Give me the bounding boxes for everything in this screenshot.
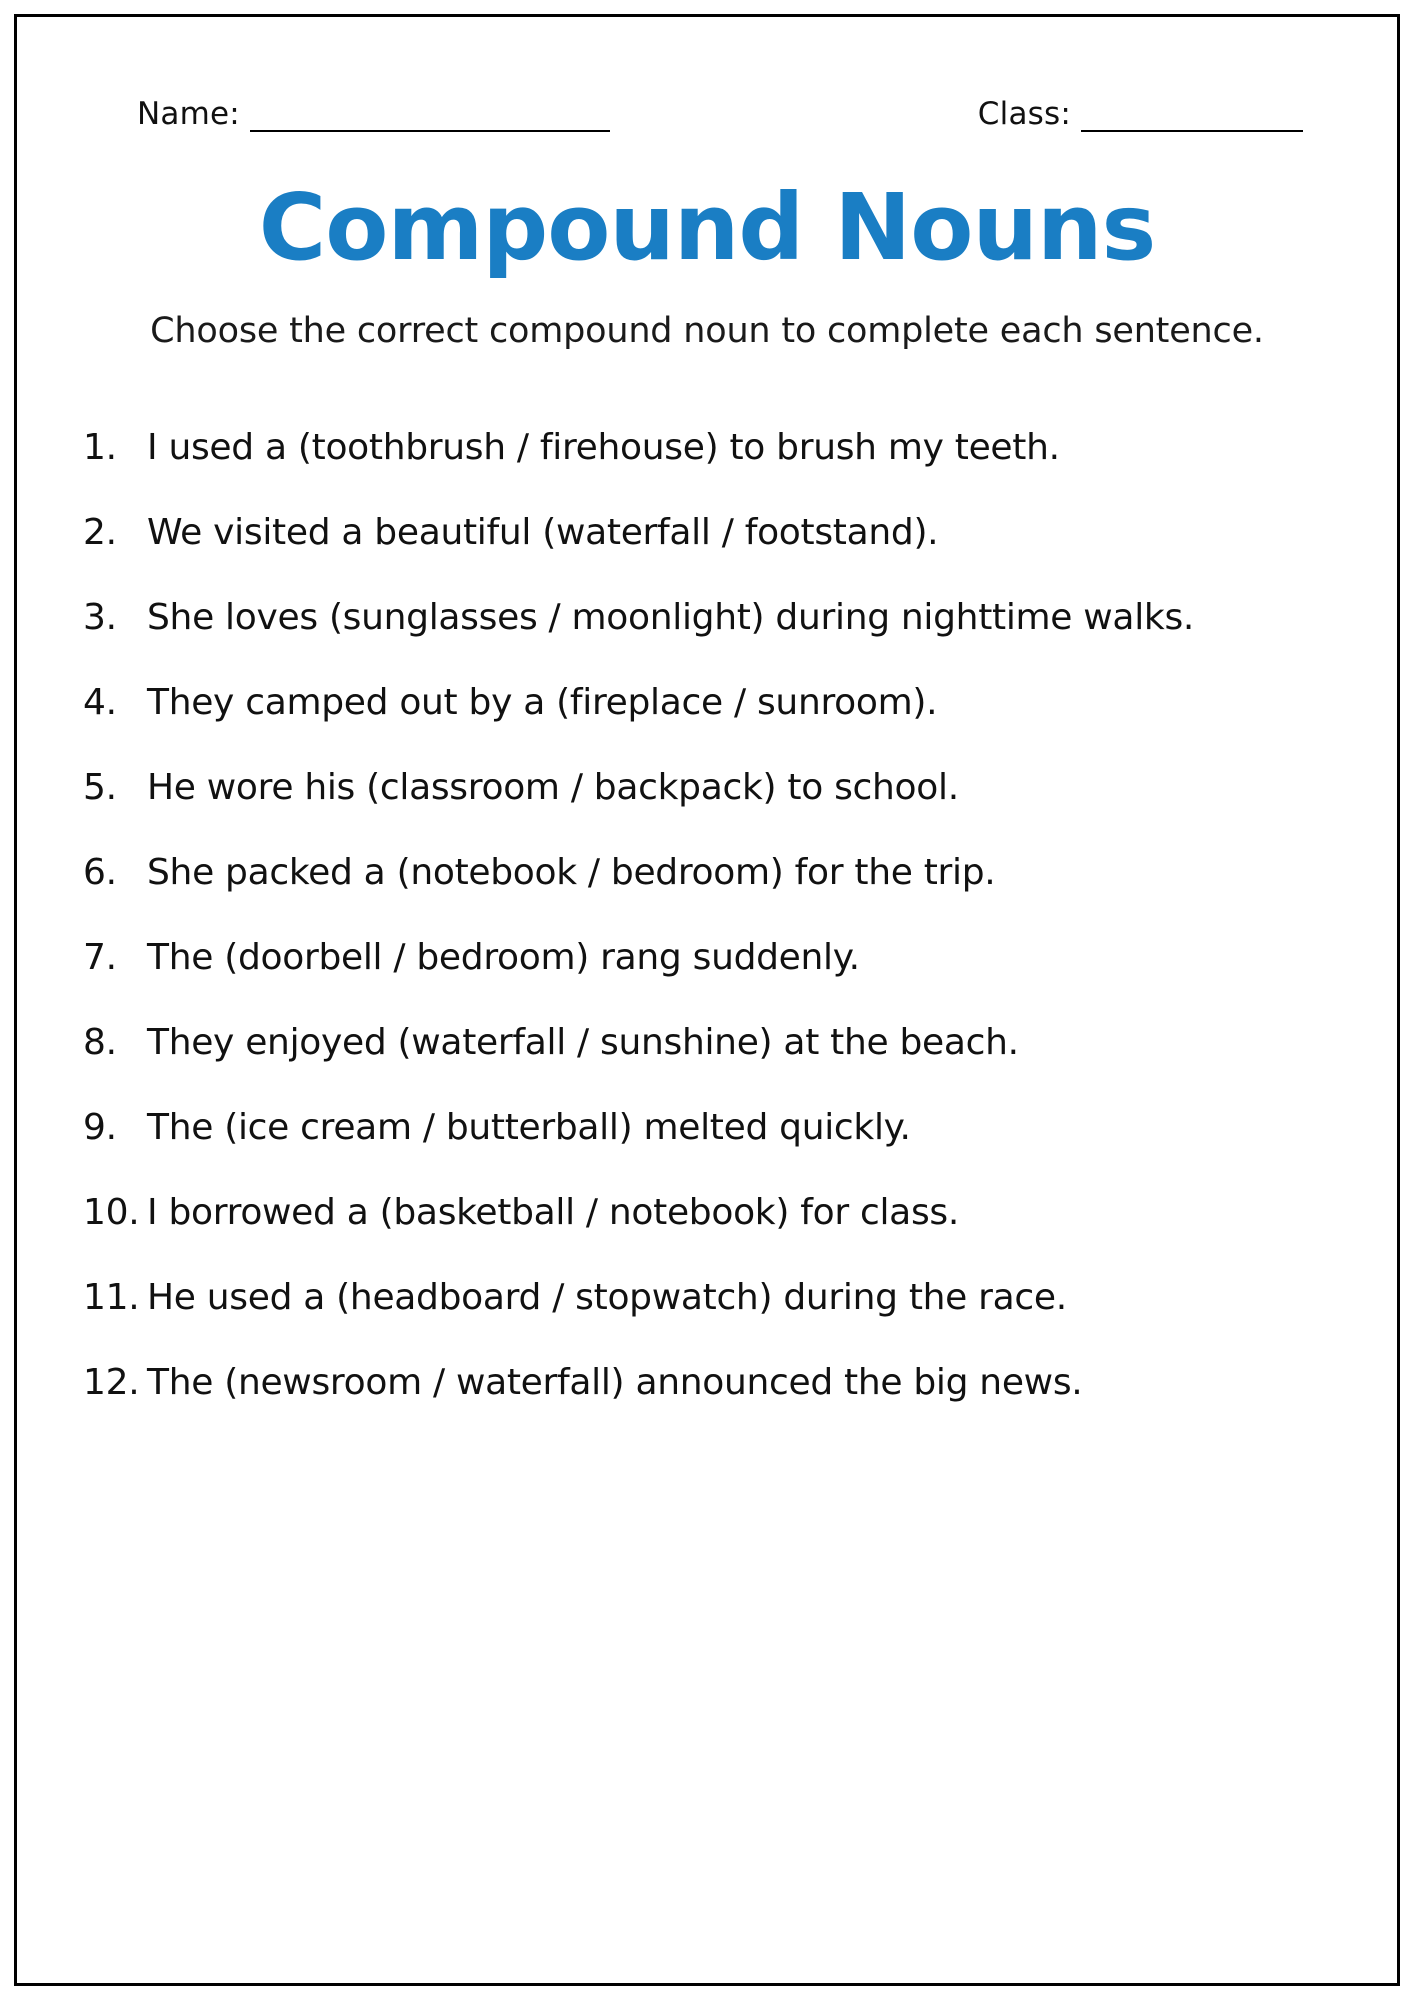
question-text: I borrowed a (basketball / notebook) for class. [147,1191,960,1233]
question-text: They camped out by a (fireplace / sunroom). [147,681,938,723]
question-list [75,425,1339,1405]
question-number: 4. [83,681,117,723]
name-field [137,96,610,132]
question-text: We visited a beautiful (waterfall / footstand). [147,511,939,553]
question-text: The (doorbell / bedroom) rang suddenly. [147,936,860,978]
question-item [81,1020,1333,1065]
question-item [81,1360,1333,1405]
name-label: Name: [137,96,240,132]
question-number: 3. [83,596,117,638]
class-field [977,96,1303,132]
question-text: The (newsroom / waterfall) announced the big news. [147,1361,1083,1403]
question-text: She packed a (notebook / bedroom) for the trip. [147,851,996,893]
question-item [81,1275,1333,1320]
question-number: 10. [83,1191,140,1233]
question-item [81,1105,1333,1150]
question-item [81,850,1333,895]
question-item [81,765,1333,810]
question-number: 9. [83,1106,117,1148]
student-info-row [75,17,1339,132]
class-input-line[interactable] [1081,100,1303,132]
worksheet-border [14,14,1400,1986]
question-item [81,935,1333,980]
question-text: He wore his (classroom / backpack) to school. [147,766,959,808]
question-text: She loves (sunglasses / moonlight) during nighttime walks. [147,596,1195,638]
question-number: 1. [83,426,117,468]
question-number: 7. [83,936,117,978]
question-number: 2. [83,511,117,553]
question-number: 6. [83,851,117,893]
question-text: He used a (headboard / stopwatch) during the race. [147,1276,1067,1318]
question-item [81,510,1333,555]
question-text: I used a (toothbrush / firehouse) to brush my teeth. [147,426,1060,468]
page-title: Compound Nouns [258,174,1156,281]
instructions: Choose the correct compound noun to complete each sentence. [150,310,1264,351]
question-number: 8. [83,1021,117,1063]
name-input-line[interactable] [250,100,610,132]
question-item [81,425,1333,470]
question-item [81,1190,1333,1235]
question-number: 12. [83,1361,140,1403]
question-number: 5. [83,766,117,808]
question-item [81,680,1333,725]
question-item [81,595,1333,640]
worksheet-content [17,17,1397,1983]
question-number: 11. [83,1276,140,1318]
question-text: The (ice cream / butterball) melted quickly. [147,1106,911,1148]
question-text: They enjoyed (waterfall / sunshine) at the beach. [147,1021,1019,1063]
class-label: Class: [977,96,1071,132]
